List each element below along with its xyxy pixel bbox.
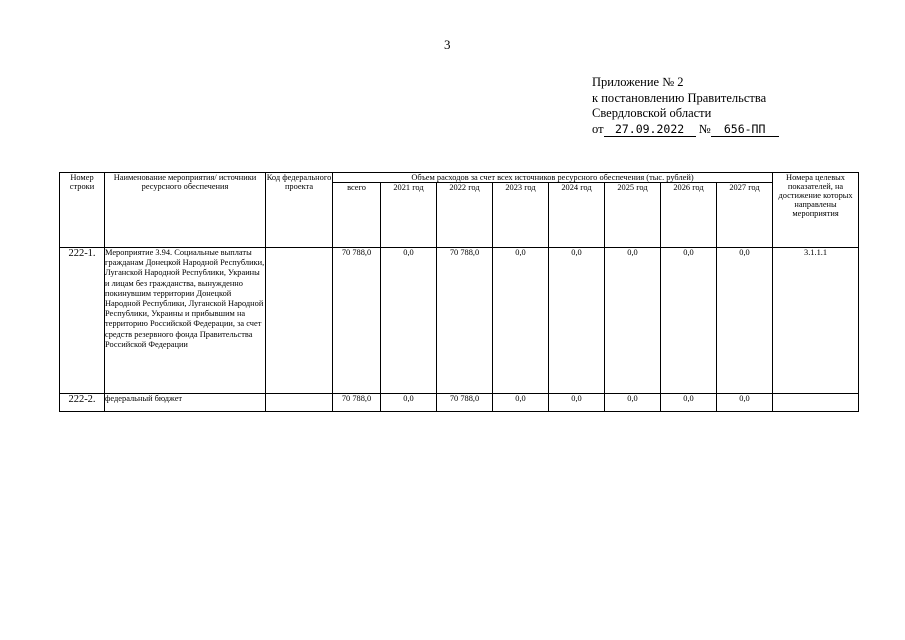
row-number: 222-1.	[60, 248, 105, 394]
row-value-2021: 0,0	[381, 248, 437, 394]
header-year-2023: 2023 год	[493, 183, 549, 248]
row-number: 222-2.	[60, 394, 105, 412]
header-name: Наименование мероприятия/ источники ресурсного обеспечения	[105, 173, 266, 248]
row-name: федеральный бюджет	[105, 394, 266, 412]
row-value-2026: 0,0	[661, 248, 717, 394]
row-total: 70 788,0	[333, 248, 381, 394]
header-year-2024: 2024 год	[549, 183, 605, 248]
table-row	[60, 248, 859, 394]
row-name: Мероприятие 3.94. Социальные выплаты гражданам Донецкой Народной Республики, Луганской Народной Республики, Украины и лицам без гражданства, вынужденно покинувшим территории Донецкой Народной Республики, Луганской Народной Республики, Украины и прибывшим на территорию Российской Федерации, за счет средств резервного фонда Правительства Российской Федерации	[105, 248, 266, 394]
header-year-2025: 2025 год	[605, 183, 661, 248]
row-value-2021: 0,0	[381, 394, 437, 412]
header-row-number: Номер строки	[60, 173, 105, 248]
row-value-2023: 0,0	[493, 394, 549, 412]
row-total: 70 788,0	[333, 394, 381, 412]
expenses-table	[59, 172, 859, 412]
row-project-code	[266, 248, 333, 394]
page-number: 3	[444, 37, 451, 52]
appendix-title: Приложение № 2	[592, 75, 684, 89]
row-value-2027: 0,0	[717, 248, 773, 394]
appendix-region: Свердловской области	[592, 106, 712, 120]
row-value-2027: 0,0	[717, 394, 773, 412]
appendix-resolution: к постановлению Правительства	[592, 90, 767, 105]
header-project-code: Код федерального проекта	[266, 173, 333, 248]
row-indicators	[773, 394, 859, 412]
header-volume-group: Объем расходов за счет всех источников ресурсного обеспечения (тыс. рублей)	[333, 173, 773, 183]
row-value-2024: 0,0	[549, 394, 605, 412]
row-indicators: 3.1.1.1	[773, 248, 859, 394]
row-value-2022: 70 788,0	[437, 394, 493, 412]
resolution-number: 656-ПП	[711, 123, 779, 137]
table-row	[60, 394, 859, 412]
row-value-2026: 0,0	[661, 394, 717, 412]
header-total: всего	[333, 183, 381, 248]
row-value-2024: 0,0	[549, 248, 605, 394]
header-year-2026: 2026 год	[661, 183, 717, 248]
from-label: от	[592, 121, 604, 136]
appendix-date-line	[592, 122, 779, 138]
header-year-2027: 2027 год	[717, 183, 773, 248]
row-value-2023: 0,0	[493, 248, 549, 394]
resolution-date: 27.09.2022	[604, 123, 696, 137]
number-label: №	[698, 121, 711, 136]
row-value-2025: 0,0	[605, 248, 661, 394]
header-year-2021: 2021 год	[381, 183, 437, 248]
appendix-block	[592, 75, 779, 137]
header-year-2022: 2022 год	[437, 183, 493, 248]
row-value-2022: 70 788,0	[437, 248, 493, 394]
header-indicators: Номера целевых показателей, на достижение которых направлены мероприятия	[773, 173, 859, 248]
row-project-code	[266, 394, 333, 412]
row-value-2025: 0,0	[605, 394, 661, 412]
